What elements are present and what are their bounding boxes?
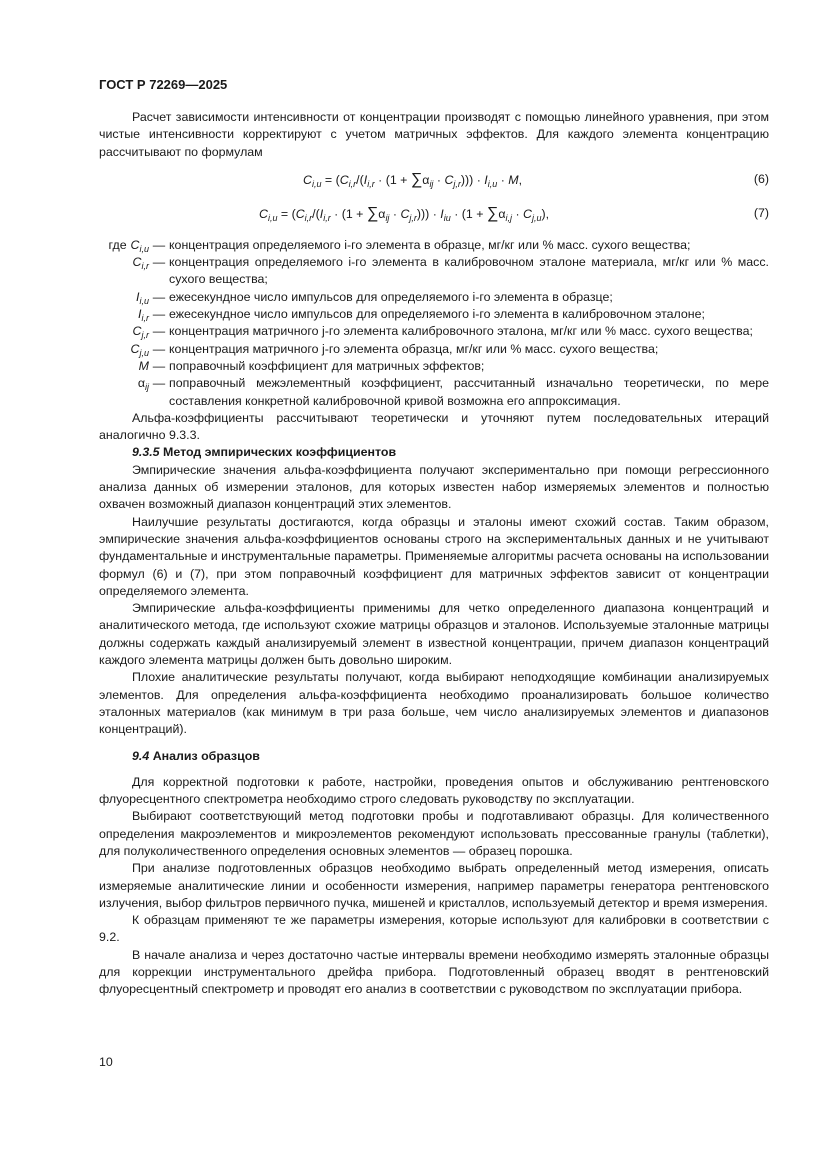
definition-item: M — поправочный коэффициент для матричных эффектов; [99, 358, 769, 375]
definition-item: $I_{i,u}$ — ежесекундное число импульсов для определяемого i-го элемента в образце; [99, 289, 769, 306]
paragraph: Эмпирические значения альфа-коэффициента получают экспериментально при помощи регрессионного анализа данных об измерении эталонов, для которых известен набор измеряемых элементов и полностью охвачен возможный диапазон концентраций этих элементов. [99, 462, 769, 512]
paragraph: Плохие аналитические результаты получают, когда выбирают неподходящие комбинации анализируемых элементов. Для определения альфа-коэффициента необходимо проанализировать большое количество эталонных материалов (как минимум в три раза больше, чем число анализируемых элементов и диапазонов концентраций). [99, 670, 769, 737]
paragraph: В начале анализа и через достаточно частые интервалы времени необходимо измерять эталонные образцы для коррекции инструментального дрейфа прибора. Подготовленный образец вводят в рентгеновский флуоресцентный спектрометр и проводят его анализ в соответствии с руководством по эксплуатации прибора. [99, 947, 769, 997]
definition-symbol: $I_{i,u}$ [136, 289, 149, 306]
alpha-paragraph: Альфа-коэффициенты рассчитывают теоретически и уточняют путем последовательных итераций аналогично 9.3.3. [99, 410, 769, 443]
page-number: 10 [99, 1055, 113, 1069]
definition-item: $C_{j,r}$ — концентрация матричного j-го элемента калибровочного эталона, мг/кг или % масс. сухого вещества; [99, 323, 769, 340]
paragraph: Выбирают соответствующий метод подготовки пробы и подготавливают образцы. Для количественного определения макроэлементов и микроэлементов рекомендуют использовать прессованные гранулы (таблетки), для полуколичественного определения основных элементов — образец порошка. [99, 809, 769, 858]
formula-6-expression: $C_{i,u} = (C_{i,r}/(I_{i,r} \cdot (1 + \sum\alpha_{ij} \cdot C_{j,r}))) \cdot I_{i,u} \cdot M$, [303, 170, 523, 189]
formula-7-number: (7) [753, 205, 769, 220]
definition-item: $\alpha_{ij}$ — поправочный межэлементный коэффициент, рассчитанный изначально теоретически, по мере составления конкретной калибровочной кривой возможна его аппроксимация. [99, 375, 769, 410]
definition-symbol: где $C_{i,u}$ [108, 237, 149, 254]
definition-symbol: $\alpha_{ij}$ [137, 376, 149, 393]
definition-symbol: $C_{i,r}$ [132, 255, 149, 272]
definition-item: $C_{j,u}$ — концентрация матричного j-го элемента образца, мг/кг или % масс. сухого вещества; [99, 341, 769, 358]
document-body [99, 109, 769, 999]
paragraph: Эмпирические альфа-коэффициенты применимы для четко определенного диапазона концентраций и аналитического метода, где используют схожие матрицы образцов и эталонов. Используемые эталонные матрицы должны содержать каждый анализируемый элемент в известной концентрации, причем диапазон концентраций каждого элемента матрицы должен быть довольно широким. [99, 601, 769, 668]
definition-text: концентрация матричного j-го элемента образца, мг/кг или % масс. сухого вещества; [169, 341, 659, 356]
definition-text: ежесекундное число импульсов для определяемого i-го элемента в образце; [169, 289, 613, 304]
intro-paragraph: Расчет зависимости интенсивности от концентрации производят с помощью линейного уравнения, при этом чистые интенсивности корректируют с учетом матричных эффектов. Для каждого элемента концентрацию рассчитывают по формулам [99, 110, 769, 159]
section-9-4-heading [99, 748, 769, 765]
definition-text: концентрация определяемого i-го элемента в калибровочном эталоне материала, мг/кг или % масс. сухого вещества; [169, 255, 769, 287]
formula-7 [99, 199, 769, 235]
paragraph: Наилучшие результаты достигаются, когда образцы и эталоны имеют схожий состав. Таким образом, эмпирические значения альфа-коэффициентов основаны строго на экспериментальных данных и не учитывают фундаментальные и инструментальные параметры. Применяемые алгоритмы расчета основаны на использовании формул (6) и (7), при этом поправочный коэффициент для матричных эффектов зависит от концентрации определяемого элемента. [99, 514, 769, 598]
definition-item: $C_{i,r}$ — концентрация определяемого i-го элемента в калибровочном эталоне материала, мг/кг или % масс. сухого вещества; [99, 254, 769, 289]
definition-text: концентрация определяемого i-го элемента в образце, мг/кг или % масс. сухого вещества; [169, 237, 691, 252]
paragraph: Для корректной подготовки к работе, настройки, проведения опытов и обслуживанию рентгеновского флуоресцентного спектрометра необходимо строго следовать руководству по эксплуатации. [99, 774, 769, 807]
formula-7-expression: $C_{i,u} = (C_{i,r}/(I_{i,r} \cdot (1 + \sum\alpha_{ij} \cdot C_{j,r}))) \cdot I_{iu} \cdot (1 + \sum\alpha_{i,j} \cdot C_{j,u})$, [259, 204, 550, 223]
paragraph: При анализе подготовленных образцов необходимо выбрать определенный метод измерения, описать измеряемые аналитические линии и особенности измерения, например параметры генератора рентгеновского излучения, выбор фильтров первичного пучка, мишеней и кристаллов, используемый детектор и время измерения. [99, 861, 769, 910]
definition-symbol: $C_{j,u}$ [130, 341, 149, 358]
section-number: 9.3.5 [132, 445, 160, 460]
formula-6-number: (6) [753, 171, 769, 186]
definition-text: концентрация матричного j-го элемента калибровочного эталона, мг/кг или % масс. сухого вещества; [169, 324, 753, 339]
definitions-list [99, 237, 769, 410]
definition-text: ежесекундное число импульсов для определяемого i-го элемента в калибровочном эталоне; [169, 307, 705, 322]
formula-6 [99, 161, 769, 199]
section-9-3-5-heading [99, 444, 769, 461]
section-number: 9.4 [132, 748, 150, 763]
definition-item: $I_{i,r}$ — ежесекундное число импульсов для определяемого i-го элемента в калибровочном эталоне; [99, 306, 769, 323]
definition-text: поправочный коэффициент для матричных эффектов; [169, 358, 485, 373]
section-title: Анализ образцов [152, 748, 260, 763]
section-title: Метод эмпирических коэффициентов [163, 445, 397, 460]
definition-symbol: M [138, 358, 149, 373]
definition-symbol: $C_{j,r}$ [132, 324, 149, 341]
standard-header: ГОСТ Р 72269—2025 [99, 77, 228, 92]
paragraph: К образцам применяют те же параметры измерения, которые используют для калибровки в соответствии с 9.2. [99, 913, 769, 945]
definition-text: поправочный межэлементный коэффициент, рассчитанный изначально теоретически, по мере составления конкретной калибровочной кривой возможна его аппроксимация. [169, 376, 769, 408]
definition-symbol: $I_{i,r}$ [138, 307, 149, 324]
definition-item: где $C_{i,u}$ — концентрация определяемого i-го элемента в образце, мг/кг или % масс. сухого вещества; [99, 237, 769, 254]
